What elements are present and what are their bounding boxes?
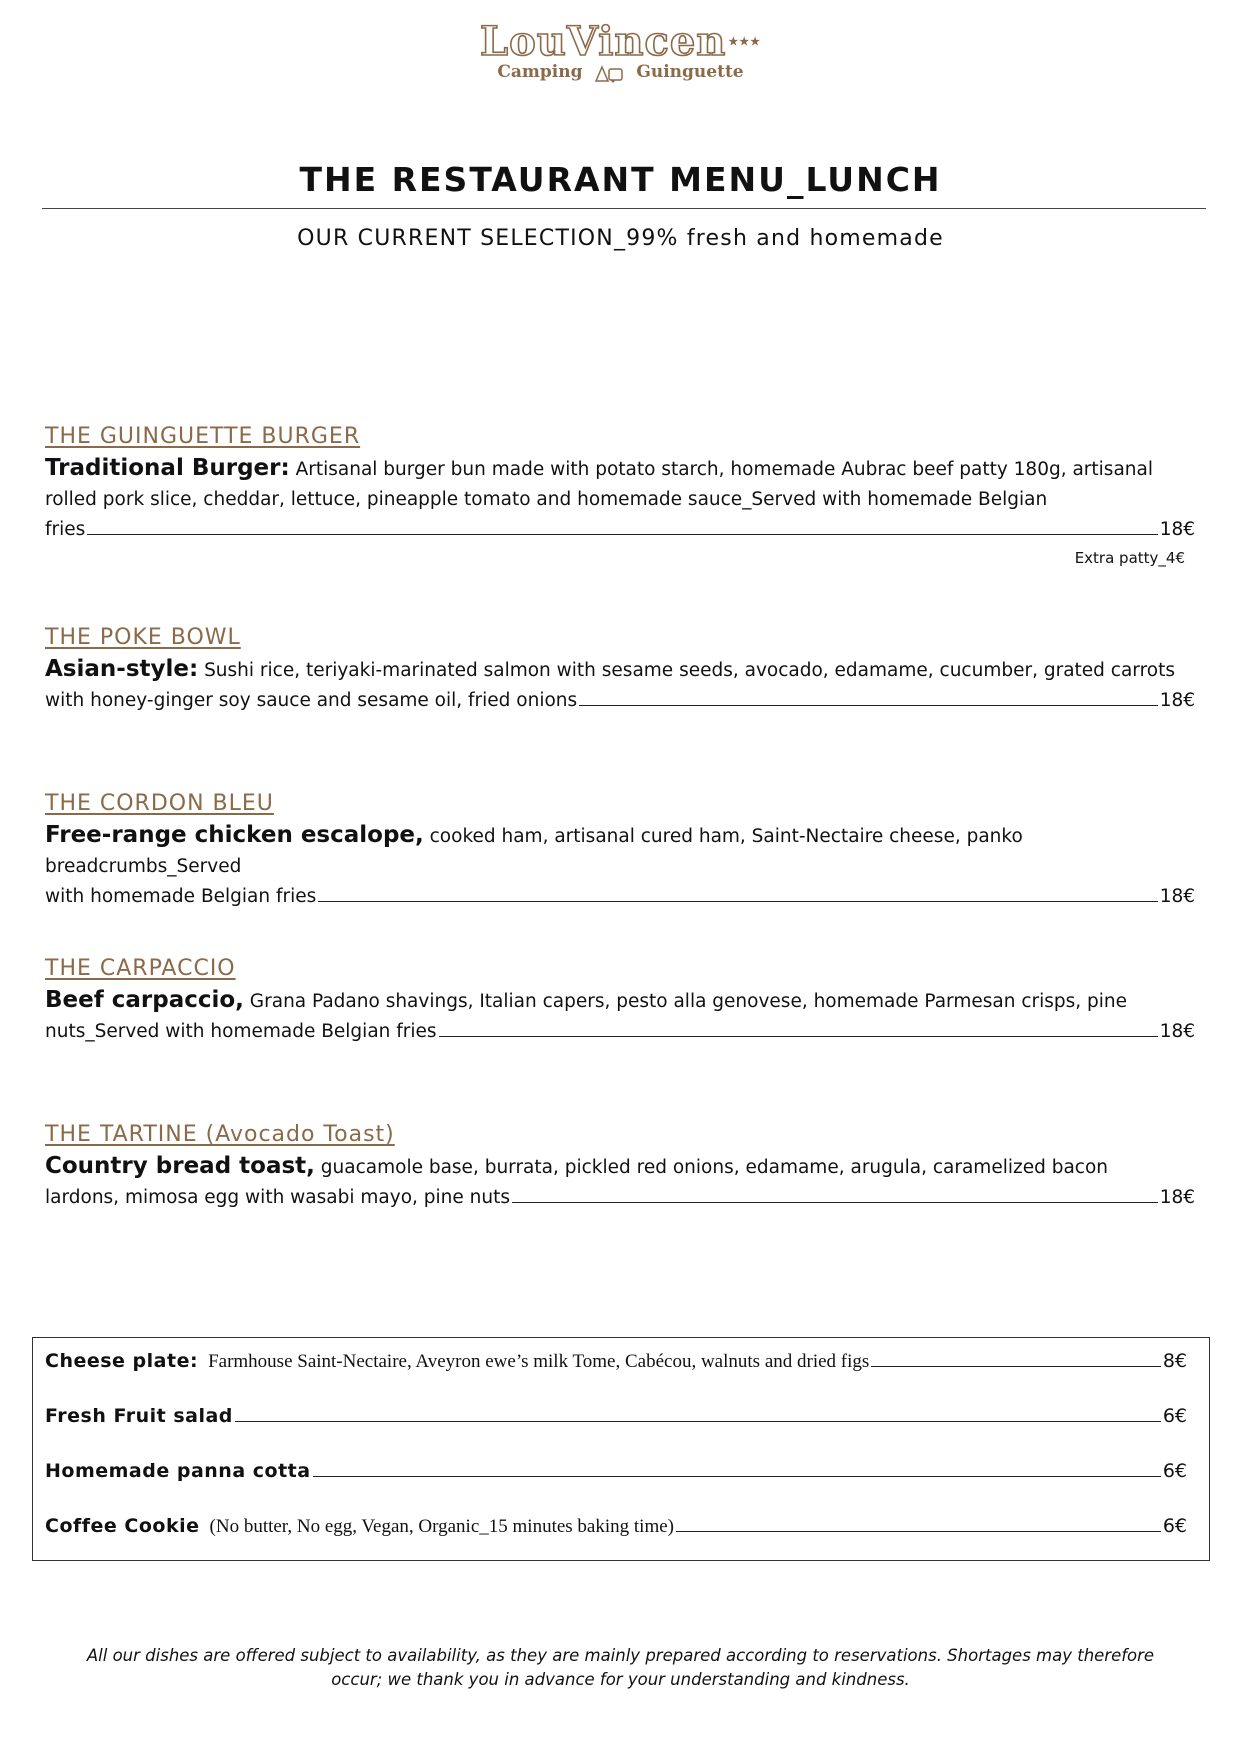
dot-leader: [439, 1036, 1158, 1037]
dessert-name: Fresh Fruit salad: [45, 1405, 233, 1427]
dish-price: 18€: [1159, 690, 1195, 711]
dish-price-line: [45, 882, 1195, 912]
dish-text-end: lardons, mimosa egg with wasabi mayo, pine nuts: [45, 1187, 510, 1208]
dessert-name: Coffee Cookie: [45, 1515, 200, 1537]
dish-price: 18€: [1159, 519, 1195, 540]
dessert-price: 6€: [1162, 1515, 1187, 1537]
dot-leader: [235, 1421, 1161, 1422]
dot-leader: [676, 1531, 1161, 1532]
dot-leader: [579, 705, 1158, 706]
dot-leader: [87, 534, 1157, 535]
dessert-row: [45, 1515, 1187, 1538]
dish-price: 18€: [1159, 1187, 1195, 1208]
logo-right-word: Guinguette: [636, 62, 744, 82]
dot-leader: [871, 1366, 1161, 1367]
dessert-price: 6€: [1162, 1460, 1187, 1482]
dot-leader: [318, 901, 1157, 902]
dish-section: [45, 423, 1195, 567]
dish-heading: THE CARPACCIO: [45, 956, 236, 981]
dot-leader: [313, 1476, 1161, 1477]
dish-price-line: [45, 1017, 1195, 1047]
dish-extra: Extra patty_4€: [1074, 549, 1185, 567]
dish-heading: THE GUINGUETTE BURGER: [45, 424, 361, 449]
dish-price-line: [45, 1183, 1195, 1213]
dish-description: [45, 985, 1195, 1017]
dessert-detail: Farmhouse Saint-Nectaire, Aveyron ewe’s milk Tome, Cabécou, walnuts and dried figs: [208, 1351, 870, 1372]
dish-section: [45, 1121, 1195, 1213]
logo: [0, 20, 1241, 83]
dessert-detail: (No butter, No egg, Vegan, Organic_15 minutes baking time): [209, 1516, 674, 1537]
dessert-price: 8€: [1162, 1350, 1187, 1372]
dish-text-end: with honey-ginger soy sauce and sesame oil, fried onions: [45, 690, 578, 711]
availability-note: All our dishes are offered subject to availability, as they are mainly prepared according to reservations. Shortages may therefore occur; we thank you in advance for your understanding and kindness.: [86, 1646, 1155, 1689]
dish-lead: Traditional Burger:: [45, 455, 290, 481]
dish-price-line: [45, 515, 1195, 545]
dish-description: [45, 453, 1195, 515]
logo-name: LouVincen: [480, 18, 727, 65]
caravan-icon: [594, 63, 624, 83]
dessert-row: [45, 1460, 1187, 1483]
dot-leader: [512, 1202, 1158, 1203]
dish-description: [45, 654, 1195, 686]
dish-lead: Beef carpaccio,: [45, 987, 244, 1013]
dish-text-end: with homemade Belgian fries: [45, 886, 317, 907]
dish-price: 18€: [1159, 1021, 1195, 1042]
dish-text: cooked ham, artisanal cured ham, Saint-Nectaire cheese, panko breadcrumbs_Served: [45, 826, 1023, 877]
dish-text-end: fries: [45, 519, 86, 540]
dessert-name: Homemade panna cotta: [45, 1460, 311, 1482]
dish-lead: Free-range chicken escalope,: [45, 822, 424, 848]
dish-description: [45, 820, 1195, 882]
dessert-name: Cheese plate:: [45, 1350, 199, 1372]
dish-section: [45, 790, 1195, 912]
dish-heading: THE CORDON BLEU: [45, 791, 274, 816]
dish-text-end: nuts_Served with homemade Belgian fries: [45, 1021, 437, 1042]
logo-left-word: Camping: [497, 62, 583, 82]
logo-stars: ★★★: [728, 35, 761, 48]
dish-price: 18€: [1159, 886, 1195, 907]
page-title: THE RESTAURANT MENU_LUNCH: [299, 160, 942, 199]
dish-price-line: [45, 686, 1195, 716]
dish-description: [45, 1151, 1195, 1183]
title-divider: [42, 208, 1206, 209]
dish-text: Sushi rice, teriyaki-marinated salmon with sesame seeds, avocado, edamame, cucumber, grated carrots: [198, 660, 1175, 681]
dish-text: Grana Padano shavings, Italian capers, pesto alla genovese, homemade Parmesan crisps, pine: [243, 991, 1128, 1012]
dish-section: [45, 624, 1195, 716]
dessert-row: [45, 1405, 1187, 1428]
page-subtitle: OUR CURRENT SELECTION_99% fresh and homemade: [297, 226, 944, 251]
desserts-box: [32, 1337, 1210, 1561]
dish-heading: THE TARTINE (Avocado Toast): [45, 1122, 395, 1147]
dish-text: guacamole base, burrata, pickled red onions, edamame, arugula, caramelized bacon: [314, 1157, 1108, 1178]
dessert-row: [45, 1350, 1187, 1373]
dessert-price: 6€: [1162, 1405, 1187, 1427]
dish-text: Artisanal burger bun made with potato starch, homemade Aubrac beef patty 180g, artisanal rolled pork slice, cheddar, lettuce, pineapple tomato and homemade sauce_Served with homemade Belgian: [45, 459, 1153, 510]
dish-section: [45, 955, 1195, 1047]
dish-heading: THE POKE BOWL: [45, 625, 241, 650]
dish-lead: Country bread toast,: [45, 1153, 315, 1179]
dish-lead: Asian-style:: [45, 656, 199, 682]
